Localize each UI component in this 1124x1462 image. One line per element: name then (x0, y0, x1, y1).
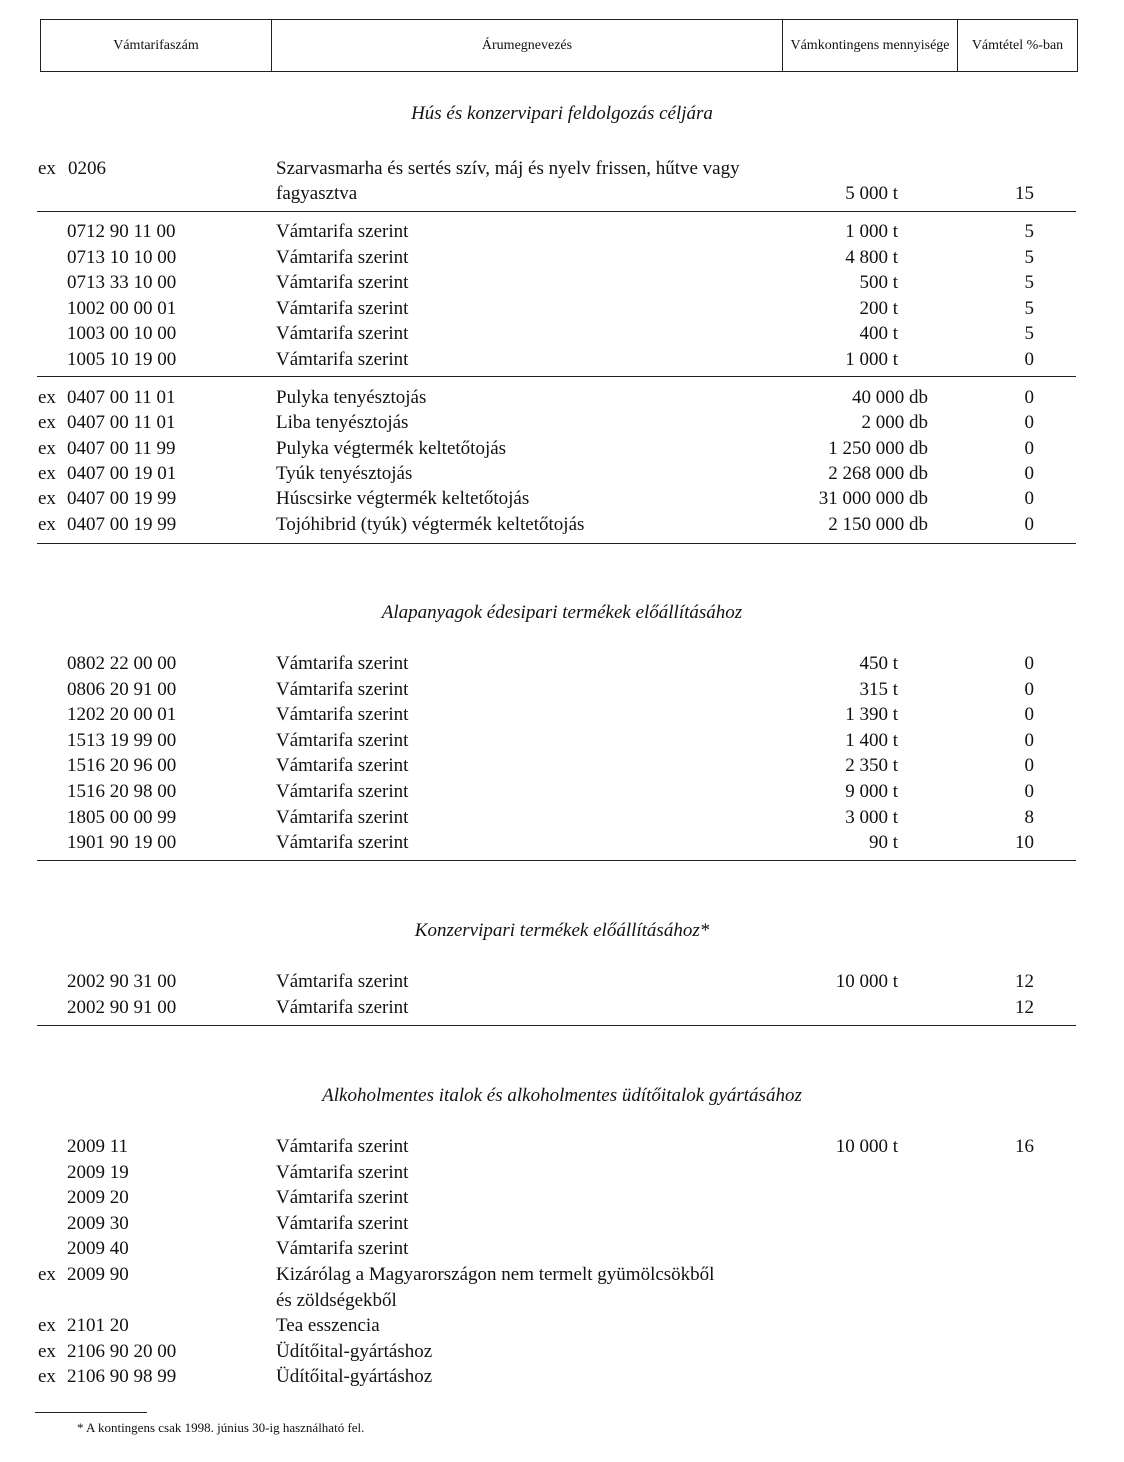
tariff-code: 2009 20 (67, 1187, 129, 1209)
quota-quantity: 315 t (859, 678, 898, 700)
tariff-code: 1901 90 19 00 (67, 832, 177, 854)
goods-description: Vámtarifa szerint (276, 729, 409, 751)
table-row (0, 296, 1124, 321)
goods-description: Kizárólag a Magyarországon nem termelt gyümölcsökből (276, 1264, 715, 1285)
quota-quantity: 450 t (859, 653, 898, 674)
duty-rate: 5 (1024, 297, 1034, 319)
goods-description: Vámtarifa szerint (276, 755, 409, 777)
ex-marker: ex (38, 462, 56, 484)
quota-quantity: 1 250 000 db (828, 437, 928, 459)
duty-rate: 15 (1015, 183, 1034, 204)
goods-description: Vámtarifa szerint (276, 1161, 409, 1183)
duty-rate: 16 (1015, 1136, 1034, 1157)
section-title-meat: Hús és konzervipari feldolgozás céljára (411, 103, 713, 124)
tariff-code: 2106 90 98 99 (67, 1366, 177, 1388)
quota-quantity: 2 000 db (861, 412, 928, 434)
table-row (0, 461, 1124, 486)
section-title-canning: Konzervipari termékek előállításához* (414, 920, 710, 941)
tariff-code: 0407 00 11 01 (67, 387, 176, 408)
quota-quantity: 2 350 t (845, 755, 898, 777)
quota-quantity: 40 000 db (852, 387, 928, 408)
goods-description: Vámtarifa szerint (276, 971, 409, 992)
ex-marker: ex (38, 387, 56, 408)
duty-rate: 0 (1024, 729, 1034, 751)
goods-description: Üdítőital-gyártáshoz (276, 1340, 433, 1362)
ex-marker: ex (38, 158, 56, 179)
duty-rate: 5 (1024, 246, 1034, 268)
quota-quantity: 3 000 t (845, 806, 898, 828)
table-row (0, 1262, 1124, 1287)
table-row (0, 1236, 1124, 1261)
tariff-code: 2009 30 (67, 1212, 129, 1234)
footnote: * A kontingens csak 1998. június 30-ig használható fel. (77, 1420, 365, 1435)
goods-description: Vámtarifa szerint (276, 1187, 409, 1209)
quota-quantity: 2 150 000 db (828, 513, 928, 535)
duty-rate: 5 (1024, 272, 1034, 293)
duty-rate: 5 (1024, 323, 1034, 344)
table-row (0, 779, 1124, 804)
table-row (0, 995, 1124, 1020)
duty-rate: 0 (1024, 781, 1034, 802)
quota-quantity: 400 t (859, 323, 898, 344)
goods-description: Vámtarifa szerint (276, 678, 409, 700)
tariff-code: 0407 00 11 99 (67, 437, 176, 459)
table-row (0, 677, 1124, 702)
goods-description: Vámtarifa szerint (276, 1136, 409, 1157)
duty-rate: 0 (1024, 488, 1034, 510)
duty-rate: 12 (1015, 971, 1034, 992)
goods-description: Tyúk tenyésztojás (276, 462, 413, 484)
table-row (0, 410, 1124, 435)
divider (37, 860, 1076, 861)
table-row (0, 181, 1124, 206)
tariff-code: 0802 22 00 00 (67, 653, 177, 674)
goods-description: Pulyka tenyésztojás (276, 387, 427, 408)
tariff-code: 0407 00 19 01 (67, 462, 177, 484)
tariff-code: 1003 00 10 00 (67, 323, 177, 344)
duty-rate: 12 (1015, 996, 1034, 1018)
table-row (0, 270, 1124, 295)
goods-description: Húscsirke végtermék keltetőtojás (276, 488, 530, 510)
goods-description: Tojóhibrid (tyúk) végtermék keltetőtojás (276, 513, 585, 535)
tariff-code: 2002 90 31 00 (67, 971, 177, 992)
ex-marker: ex (38, 1315, 56, 1337)
goods-description: Üdítőital-gyártáshoz (276, 1366, 433, 1388)
goods-description: Vámtarifa szerint (276, 806, 409, 828)
quota-quantity: 31 000 000 db (818, 488, 928, 510)
table-row (0, 385, 1124, 410)
goods-description: Vámtarifa szerint (276, 832, 409, 854)
tariff-code: 0206 (68, 158, 106, 179)
goods-description: Vámtarifa szerint (276, 246, 409, 268)
tariff-code: 0407 00 19 99 (67, 513, 177, 535)
quota-quantity: 1 000 t (845, 348, 898, 370)
duty-rate: 5 (1024, 221, 1034, 242)
goods-description: Vámtarifa szerint (276, 704, 409, 726)
table-row (0, 753, 1124, 778)
tariff-code: 1516 20 96 00 (67, 755, 177, 777)
table-row (0, 1288, 1124, 1313)
table-row (0, 156, 1124, 181)
table-row (0, 805, 1124, 830)
table-row (0, 436, 1124, 461)
goods-description: Vámtarifa szerint (276, 272, 409, 293)
tariff-code: 2009 19 (67, 1161, 129, 1183)
goods-description: Tea esszencia (276, 1315, 380, 1337)
quota-quantity: 500 t (859, 272, 898, 293)
tariff-code: 1005 10 19 00 (67, 348, 177, 370)
table-row (0, 728, 1124, 753)
table-row (0, 1364, 1124, 1389)
tariff-code: 2101 20 (67, 1315, 129, 1337)
tariff-code: 1202 20 00 01 (67, 704, 177, 726)
table-row (0, 969, 1124, 994)
goods-description: Vámtarifa szerint (276, 653, 409, 674)
quota-quantity: 2 268 000 db (828, 462, 928, 484)
quota-quantity: 5 000 t (845, 183, 898, 204)
section-title-confectionery: Alapanyagok édesipari termékek előállításához (381, 602, 743, 623)
ex-marker: ex (38, 412, 56, 434)
ex-marker: ex (38, 513, 56, 535)
quota-quantity: 90 t (868, 832, 898, 854)
goods-description: Szarvasmarha és sertés szív, máj és nyelv frissen, hűtve vagy (276, 158, 740, 179)
quota-quantity: 10 000 t (835, 971, 898, 992)
table-row (0, 512, 1124, 537)
tariff-code: 0713 33 10 00 (67, 272, 177, 293)
goods-description: fagyasztva (276, 183, 358, 204)
ex-marker: ex (38, 488, 56, 510)
table-row (0, 347, 1124, 372)
table-row (0, 830, 1124, 855)
goods-description: Vámtarifa szerint (276, 221, 409, 242)
quota-quantity: 200 t (859, 297, 898, 319)
tariff-code: 1513 19 99 00 (67, 729, 177, 751)
table-row (0, 219, 1124, 244)
table-row (0, 486, 1124, 511)
divider (37, 1025, 1076, 1026)
divider (37, 543, 1076, 544)
divider (37, 376, 1076, 377)
ex-marker: ex (38, 1264, 56, 1285)
quota-quantity: 9 000 t (845, 781, 898, 802)
duty-rate: 0 (1024, 653, 1034, 674)
duty-rate: 0 (1024, 513, 1034, 535)
duty-rate: 0 (1024, 704, 1034, 726)
quota-quantity: 10 000 t (835, 1136, 898, 1157)
goods-description: Pulyka végtermék keltetőtojás (276, 437, 507, 459)
tariff-code: 0806 20 91 00 (67, 678, 177, 700)
goods-description: Vámtarifa szerint (276, 1212, 409, 1234)
tariff-code: 2009 11 (67, 1136, 129, 1157)
table-row (0, 651, 1124, 676)
tariff-code: 1002 00 00 01 (67, 297, 177, 319)
footnote-rule (35, 1412, 147, 1413)
header-quota-quantity: Vámkontingens mennyisége (783, 20, 958, 71)
duty-rate: 8 (1024, 806, 1034, 828)
table-row (0, 245, 1124, 270)
duty-rate: 10 (1015, 832, 1034, 854)
duty-rate: 0 (1024, 462, 1034, 484)
ex-marker: ex (38, 1340, 56, 1362)
table-header (40, 19, 1078, 72)
divider (37, 211, 1076, 212)
goods-description: Vámtarifa szerint (276, 323, 409, 344)
tariff-code: 0407 00 11 01 (67, 412, 176, 434)
ex-marker: ex (38, 1366, 56, 1388)
quota-quantity: 4 800 t (845, 246, 898, 268)
table-row (0, 1211, 1124, 1236)
table-row (0, 1339, 1124, 1364)
ex-marker: ex (38, 437, 56, 459)
tariff-code: 2106 90 20 00 (67, 1340, 177, 1362)
quota-quantity: 1 400 t (845, 729, 898, 751)
header-goods-name: Árumegnevezés (272, 20, 783, 71)
tariff-code: 2009 90 (67, 1264, 129, 1285)
table-row (0, 1134, 1124, 1159)
header-tariff-number: Vámtarifaszám (41, 20, 272, 71)
tariff-code: 0407 00 19 99 (67, 488, 177, 510)
table-row (0, 702, 1124, 727)
goods-description: Vámtarifa szerint (276, 1238, 409, 1260)
duty-rate: 0 (1024, 387, 1034, 408)
duty-rate: 0 (1024, 755, 1034, 777)
goods-description: és zöldségekből (276, 1289, 397, 1311)
header-duty-rate: Vámtétel %-ban (971, 37, 1064, 53)
tariff-code: 2009 40 (67, 1238, 129, 1260)
quota-quantity: 1 000 t (845, 221, 898, 242)
table-row (0, 1313, 1124, 1338)
tariff-code: 2002 90 91 00 (67, 996, 177, 1018)
section-title-soft-drinks: Alkoholmentes italok és alkoholmentes üdítőitalok gyártásához (322, 1085, 802, 1106)
tariff-code: 1516 20 98 00 (67, 781, 177, 802)
goods-description: Vámtarifa szerint (276, 348, 409, 370)
tariff-code: 1805 00 00 99 (67, 806, 177, 828)
table-row (0, 1185, 1124, 1210)
goods-description: Vámtarifa szerint (276, 996, 409, 1018)
duty-rate: 0 (1024, 678, 1034, 700)
tariff-code: 0712 90 11 00 (67, 221, 176, 242)
goods-description: Vámtarifa szerint (276, 781, 409, 802)
goods-description: Liba tenyésztojás (276, 412, 409, 434)
duty-rate: 0 (1024, 348, 1034, 370)
tariff-code: 0713 10 10 00 (67, 246, 177, 268)
duty-rate: 0 (1024, 412, 1034, 434)
quota-quantity: 1 390 t (845, 704, 898, 726)
duty-rate: 0 (1024, 437, 1034, 459)
table-row (0, 321, 1124, 346)
table-row (0, 1160, 1124, 1185)
goods-description: Vámtarifa szerint (276, 297, 409, 319)
